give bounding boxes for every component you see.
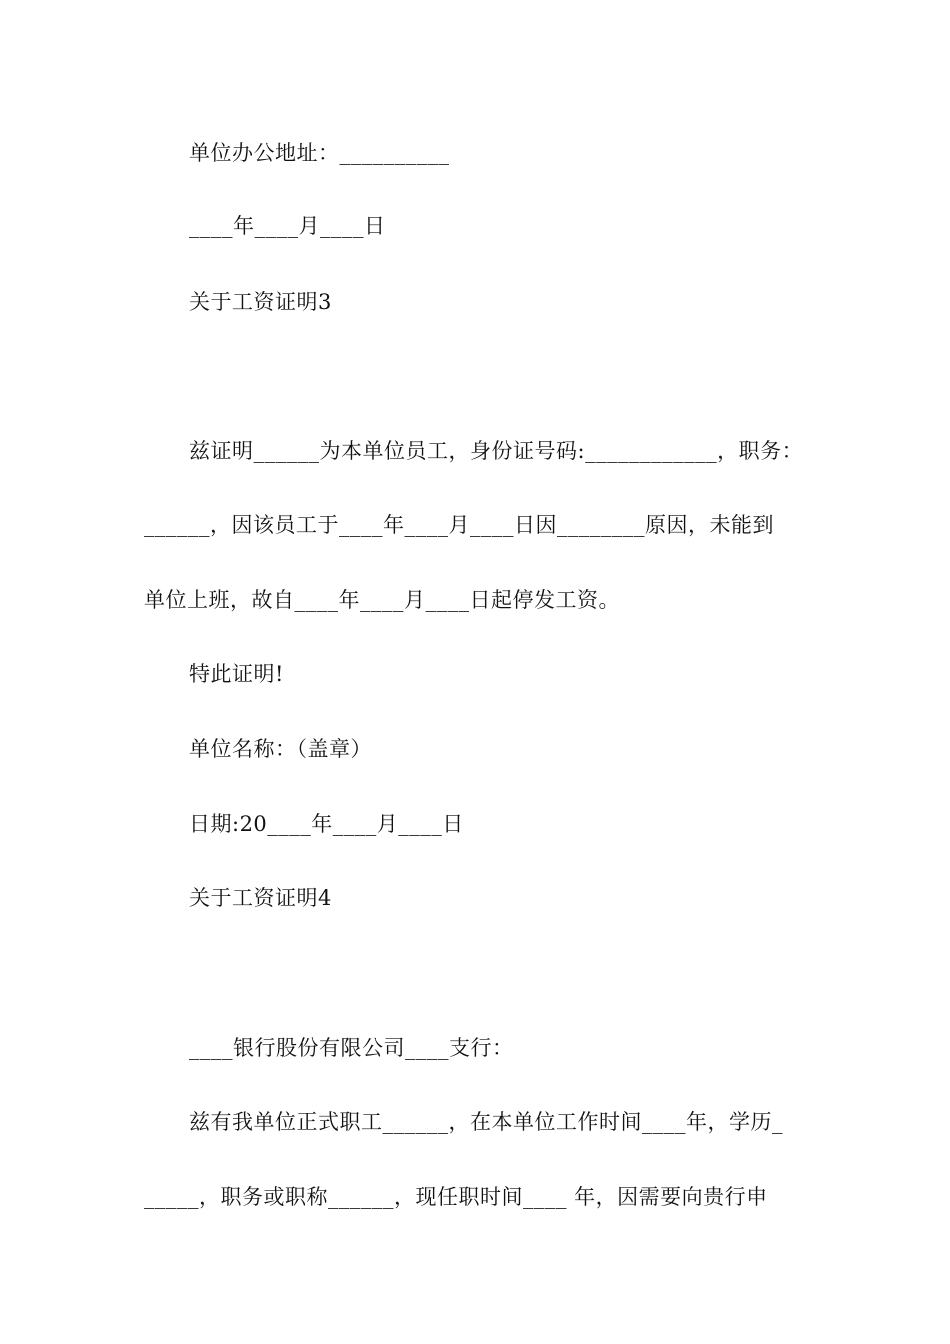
paragraph-line: 兹证明______为本单位员工，身份证号码:____________，职务： <box>189 439 804 463</box>
paragraph-line: ______，因该员工于____年____月____日因________原因，未能到 <box>144 513 774 537</box>
addressee-line: ____银行股份有限公司____支行： <box>189 1036 514 1060</box>
unit-name-line: 单位名称：（盖章） <box>189 737 372 761</box>
paragraph-line: 兹有我单位正式职工______，在本单位工作时间____年，学历_ <box>189 1110 783 1134</box>
section-heading-4: 关于工资证明4 <box>189 886 332 910</box>
date-line: ____年____月____日 <box>189 214 386 238</box>
certify-line: 特此证明! <box>189 662 284 686</box>
paragraph-line: _____，职务或职称______，现任职时间____ 年，因需要向贵行申 <box>144 1185 768 1209</box>
section-heading-3: 关于工资证明3 <box>189 290 332 314</box>
signature-date-line: 日期:20____年____月____日 <box>189 812 464 836</box>
office-address-line: 单位办公地址：__________ <box>189 141 450 165</box>
paragraph-line: 单位上班，故自____年____月____日起停发工资。 <box>144 588 620 612</box>
